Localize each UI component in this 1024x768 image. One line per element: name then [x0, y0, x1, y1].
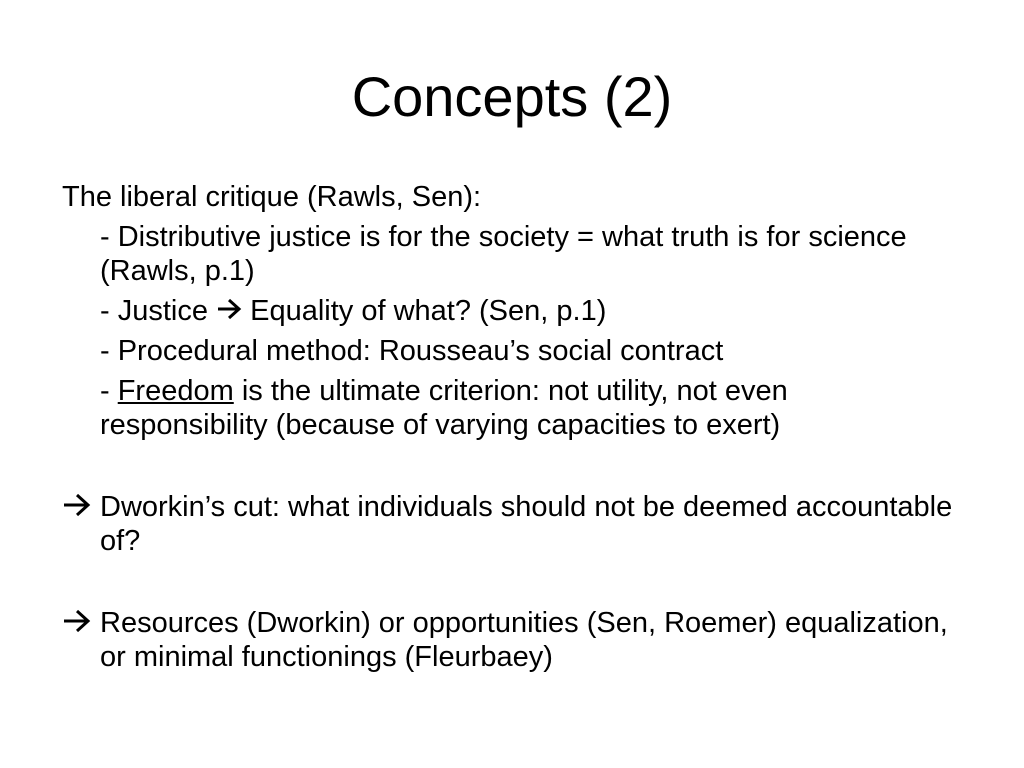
sub-item-justice-equality [100, 294, 962, 328]
intro-text: The liberal critique (Rawls, Sen): [62, 181, 482, 213]
conclusion-text: Resources (Dworkin) or opportunities (Sen, Roemer) equalization, or minimal functionings (Fleurbaey) [100, 607, 948, 673]
right-arrow-icon [62, 606, 96, 636]
conclusion-text: Dworkin’s cut: what individuals should not be deemed accountable of? [100, 491, 953, 557]
sub-item-procedural-method [100, 334, 962, 368]
sub-item-prefix: - [100, 375, 118, 407]
right-arrow-icon [216, 298, 242, 320]
sub-item-distributive-justice [100, 220, 962, 288]
freedom-underlined: Freedom [117, 375, 234, 407]
conclusion-dworkin-cut [62, 490, 962, 558]
slide-title: Concepts (2) [351, 65, 673, 128]
conclusion-resources [62, 606, 962, 674]
sub-item-prefix: - Justice [100, 295, 208, 327]
slide-body [62, 180, 962, 674]
sub-item-text: - Distributive justice is for the society = what truth is for science (Rawls, p.1) [100, 221, 907, 287]
sub-item-freedom [100, 374, 962, 442]
right-arrow-icon [62, 490, 96, 520]
sub-item-suffix: is the ultimate criterion: not utility, not even responsibility (because of varying capacities to exert) [100, 375, 788, 441]
sub-item-suffix: Equality of what? (Sen, p.1) [250, 295, 607, 327]
sub-item-text: - Procedural method: Rousseau’s social contract [100, 335, 724, 367]
